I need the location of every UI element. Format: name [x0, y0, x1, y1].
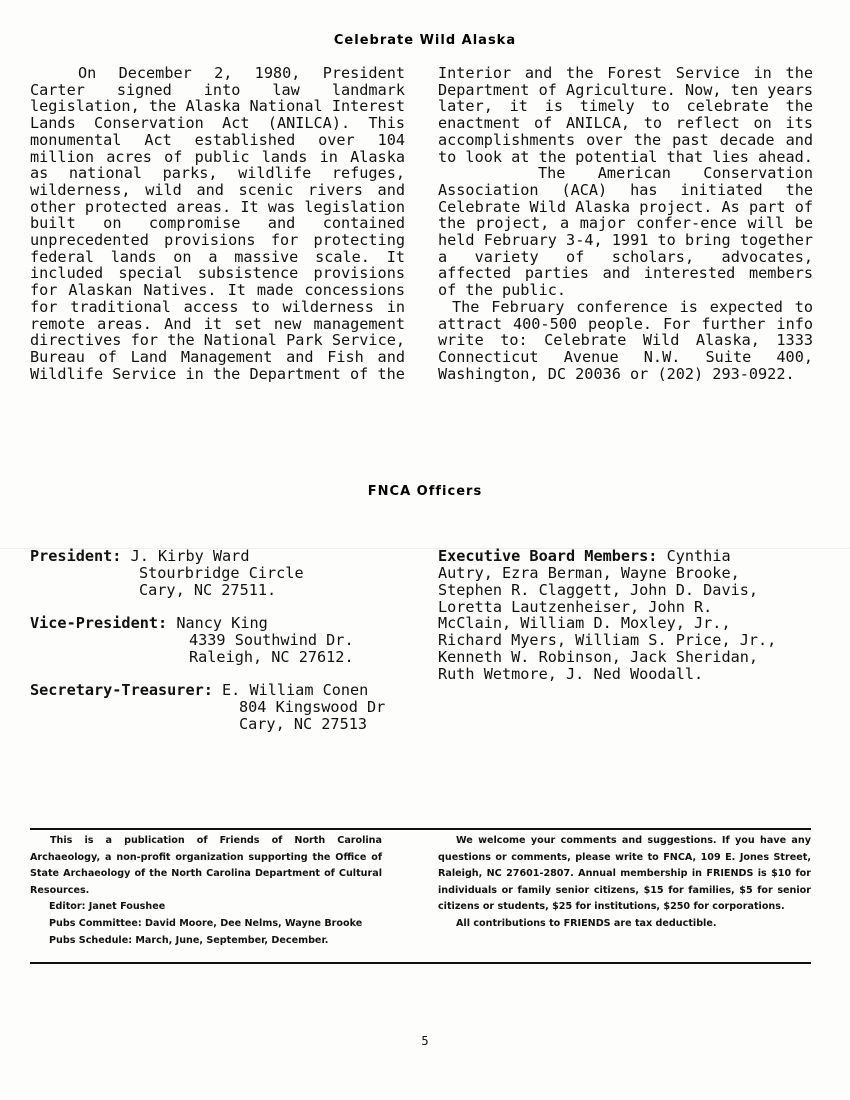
board-member-names: Cynthia [666, 547, 731, 565]
footer-bottom-rule [30, 962, 811, 964]
footer-intro: This is a publication of Friends of North Carolina Archaeology, a non-profit organization supporting the Office of State Archaeology of the North Carolina Department of Cultural Resources. [30, 835, 382, 896]
footer-top-rule [30, 828, 811, 830]
board-member-names: Kenneth W. Robinson, Jack Sheridan, [438, 648, 759, 666]
secretary-treasurer-address-line: 804 Kingswood Dr [239, 698, 386, 716]
article-paragraph: The February conference is expected to attract 400-500 people. For further info write to: Celebrate Wild Alaska, 1333 Connecticut Avenue N.W. Suite 400, Washington, DC 20036 or (202) 293-0922. [438, 297, 813, 383]
footer-editor: Editor: Janet Foushee [49, 901, 166, 913]
board-member-names: McClain, William D. Moxley, Jr., [438, 614, 731, 632]
footer-membership-info [438, 833, 811, 933]
article-paragraph: The American Conservation Association (ACA) has initiated the Celebrate Wild Alaska project. As part of the project, a major confer-ence will be held February 3-4, 1991 to bring together a variety of scholars, advocates, affected parties and interested members of the public. [438, 164, 813, 300]
article-right-column [438, 65, 813, 382]
article-paragraph: On December 2, 1980, President Carter signed into law landmark legislation, the Alaska National Interest Lands Conservation Act (ANILCA). This monumental Act established over 104 million acres of public lands in Alaska as national parks, wildlife refuges, wilderness, wild and scenic rivers and other protected areas. It was legislation built on compromise and contained unprecedented provisions for protecting federal lands on a massive scale. It included special subsistence provisions for Alaskan Natives. It made concessions for traditional access to wilderness in remote areas. And it set new management directives for the National Park Service, Bureau of Land Management and Fish and Wildlife Service in the Department of the [30, 64, 405, 383]
article-paragraph: Interior and the Forest Service in the Department of Agriculture. Now, ten years later, it is timely to celebrate the enactment of ANILCA, to reflect on its accomplishments over the past decade and to look at the potential that lies ahead. [438, 64, 813, 166]
board-members-entry [438, 548, 731, 565]
vice-president-label: Vice-President: [30, 614, 168, 632]
vice-president-address-line: 4339 Southwind Dr. [189, 631, 354, 649]
president-address-line: Stourbridge Circle [139, 564, 304, 582]
board-member-names: Richard Myers, William S. Price, Jr., [438, 631, 777, 649]
article-left-column [30, 65, 405, 382]
secretary-treasurer-entry [30, 682, 368, 699]
page-number: 5 [421, 1034, 429, 1048]
secretary-treasurer-label: Secretary-Treasurer: [30, 681, 213, 699]
footer-pubs-committee: Pubs Committee: David Moore, Dee Nelms, Wayne Brooke [49, 917, 363, 929]
president-address-line: Cary, NC 27511. [139, 581, 277, 599]
vice-president-entry [30, 615, 268, 632]
article-title: Celebrate Wild Alaska [333, 33, 517, 48]
president-entry [30, 548, 249, 565]
vice-president-name: Nancy King [176, 614, 268, 632]
board-member-names: Stephen R. Claggett, John D. Davis, [438, 581, 759, 599]
president-label: President: [30, 547, 122, 565]
secretary-treasurer-name: E. William Conen [222, 681, 369, 699]
footer-pubs-schedule: Pubs Schedule: March, June, September, December. [49, 934, 329, 946]
officers-title: FNCA Officers [367, 484, 483, 499]
board-members-label: Executive Board Members: [438, 547, 658, 565]
secretary-treasurer-address-line: Cary, NC 27513 [239, 715, 368, 733]
board-member-names: Loretta Lautzenheiser, John R. [438, 598, 713, 616]
board-member-names: Ruth Wetmore, J. Ned Woodall. [438, 665, 704, 683]
footer-membership-text: We welcome your comments and suggestions. If you have any questions or comments, please write to FNCA, 109 E. Jones Street, Raleigh, NC 27601-2807. Annual membership in FRIENDS is $10 for individuals or family senior citizens, $15 for families, $5 for senior citizens or students, $25 for institutions, $250 for corporations. [438, 835, 811, 913]
board-member-names: Autry, Ezra Berman, Wayne Brooke, [438, 564, 740, 582]
footer-publication-info [30, 833, 382, 949]
president-name: J. Kirby Ward [130, 547, 250, 565]
vice-president-address-line: Raleigh, NC 27612. [189, 648, 354, 666]
footer-tax-note: All contributions to FRIENDS are tax deductible. [456, 917, 717, 929]
